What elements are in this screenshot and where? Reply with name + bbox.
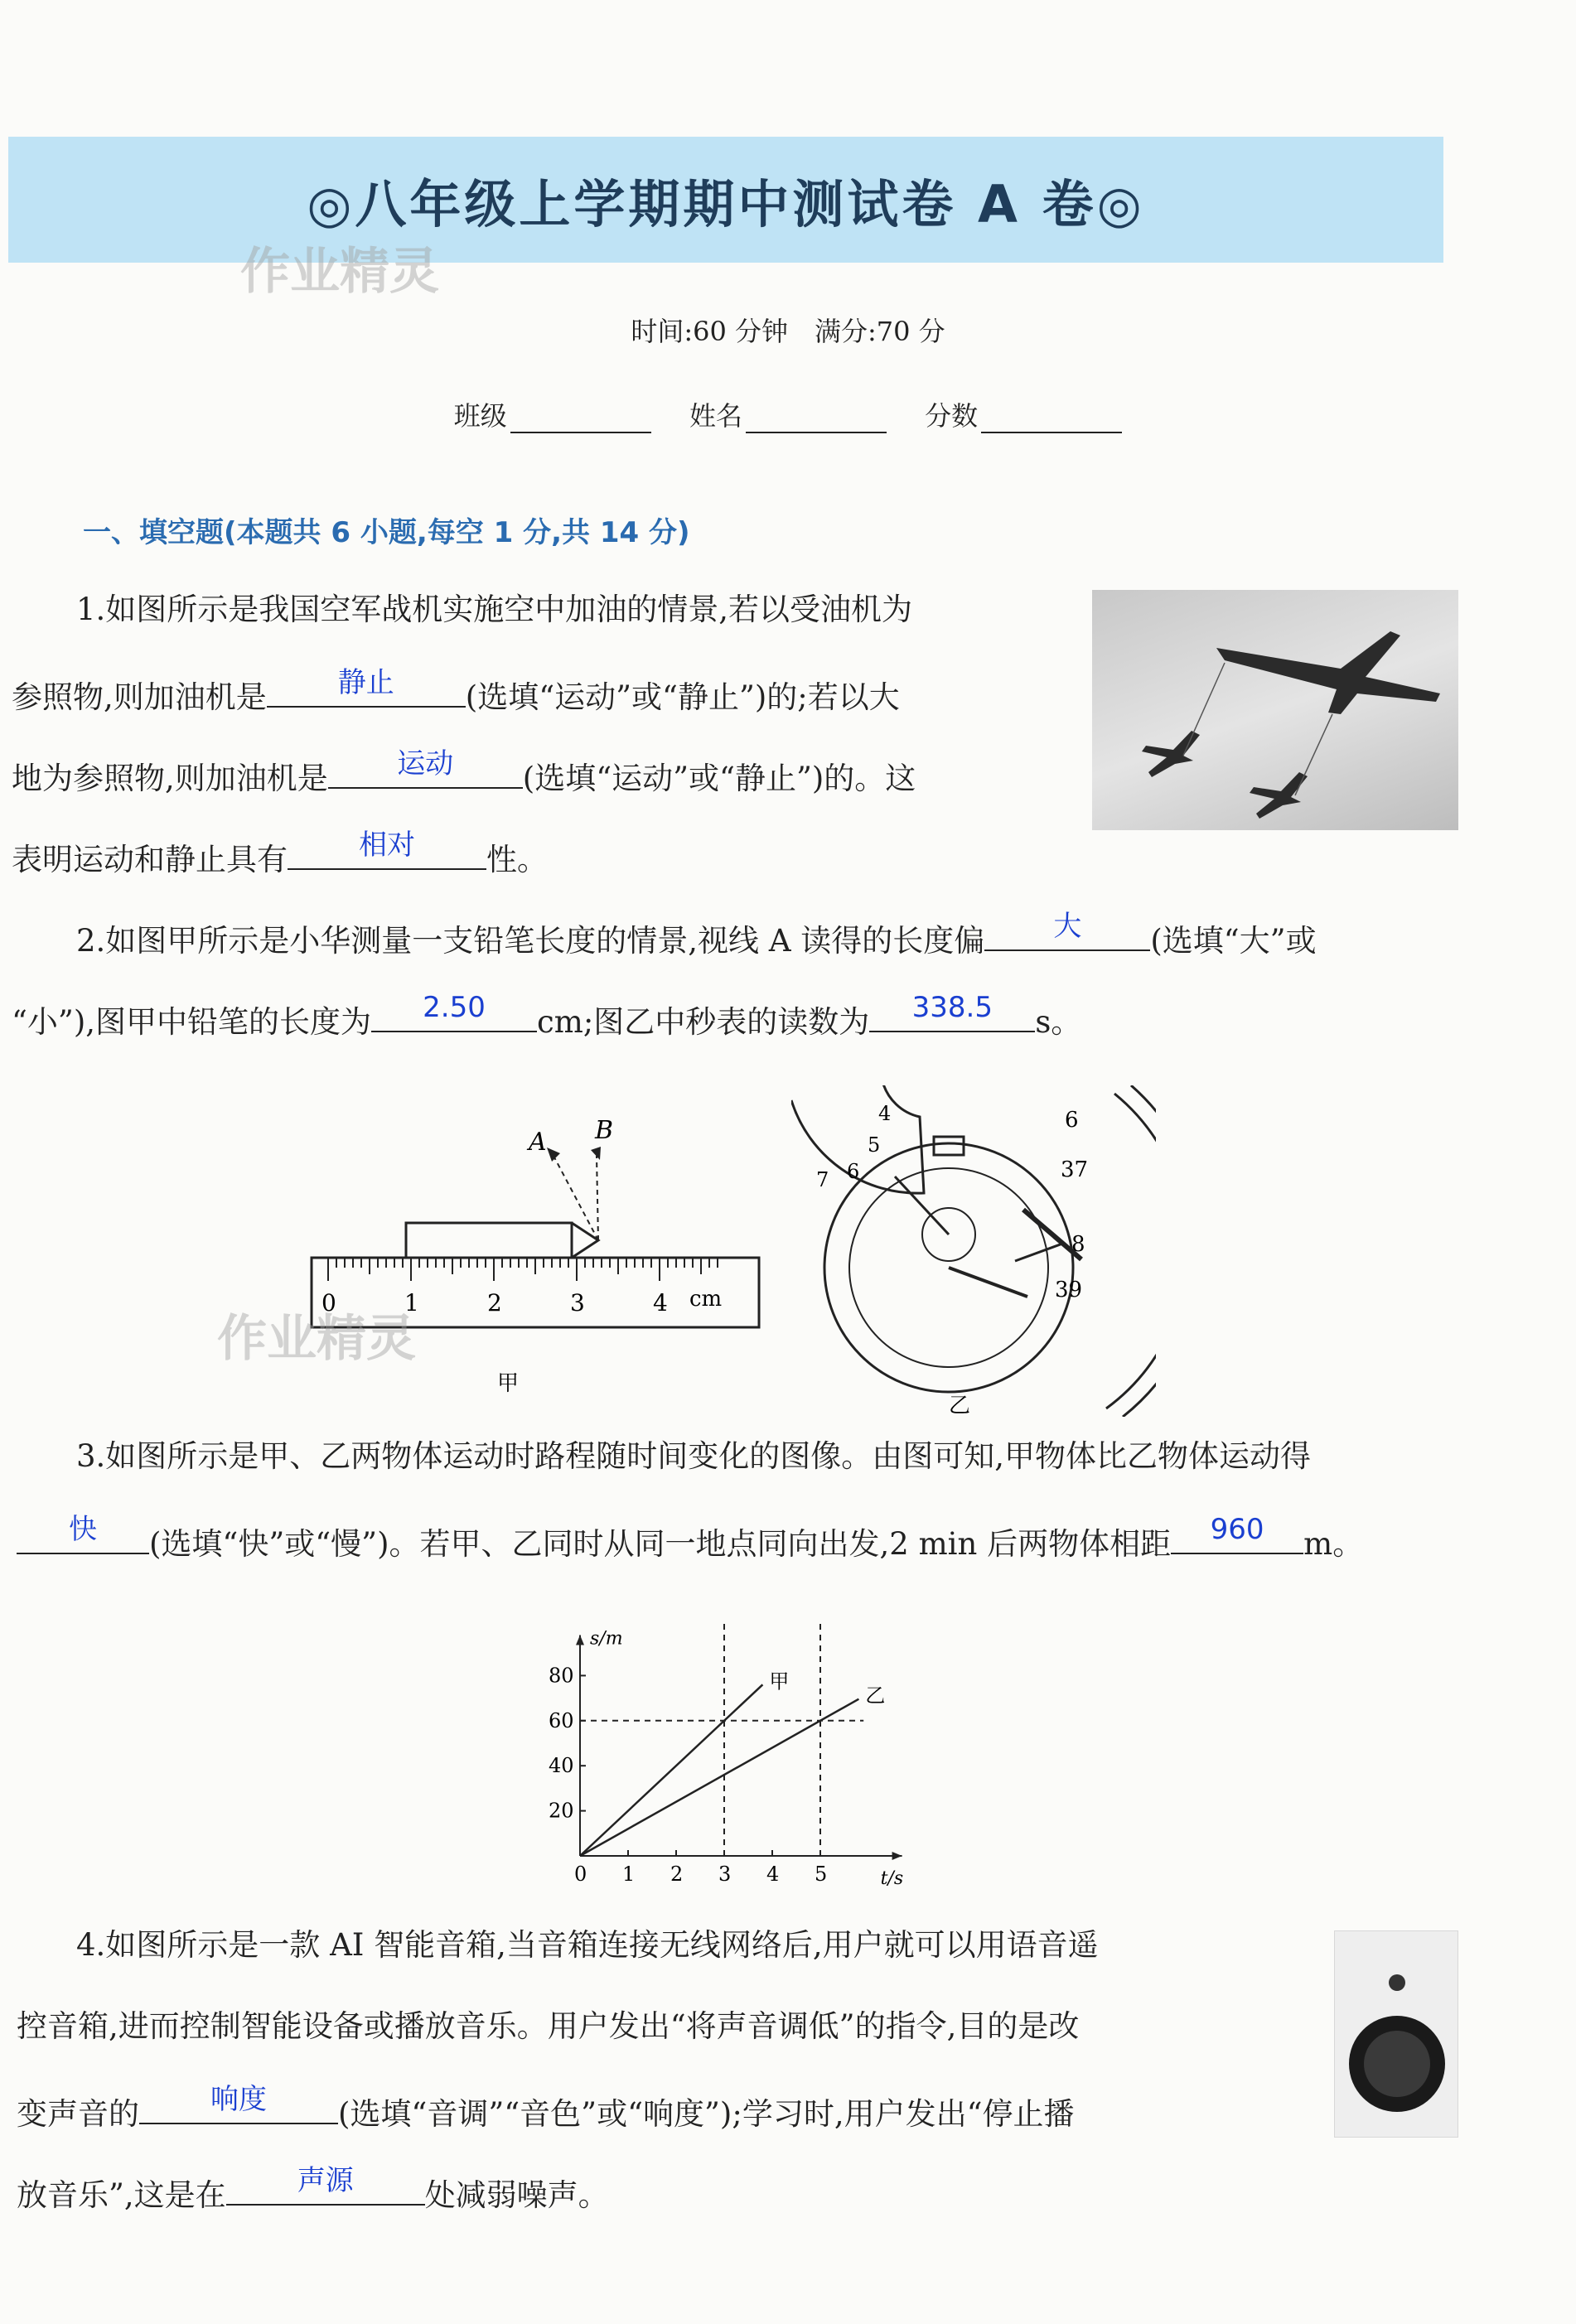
q1-text: (选填“运动”或“静止”)的;若以大: [465, 679, 900, 715]
second-hand: [949, 1268, 1027, 1297]
series-label: 甲: [769, 1669, 790, 1693]
x-tick-label: 5: [815, 1863, 828, 1886]
q4-answer2: 声源: [297, 2164, 354, 2197]
dial-right-label: 6: [1065, 1108, 1079, 1133]
q3-text: m。: [1303, 1526, 1364, 1562]
aircraft-icon: [1092, 590, 1458, 830]
q2-blank2[interactable]: [371, 991, 537, 1032]
q1-text: 性。: [486, 842, 548, 877]
x-axis-arrow: [892, 1852, 902, 1860]
caption-jia: 甲: [497, 1371, 520, 1396]
q4-text: 处减弱噪声。: [424, 2177, 609, 2213]
y-tick-label: 20: [549, 1799, 574, 1823]
x-tick-label: 1: [622, 1863, 636, 1886]
series-line-yi: [580, 1699, 858, 1856]
watermark: 作业精灵: [217, 1310, 416, 1368]
caption-yi: 乙: [949, 1394, 971, 1417]
eye-b-icon: [591, 1147, 601, 1160]
y-tick-label: 40: [549, 1754, 574, 1778]
q1-blank2[interactable]: [328, 747, 523, 789]
q3-line2: [17, 1513, 1364, 1563]
series-label: 乙: [865, 1684, 886, 1708]
label-b: B: [595, 1116, 614, 1145]
q2-answer3: 338.5: [911, 991, 993, 1024]
q4-text: (选填“音调”“音色”或“响度”);学习时,用户发出“停止播: [338, 2096, 1075, 2132]
watermark: 作业精灵: [240, 243, 439, 301]
q1-text: 地为参照物,则加油机是: [12, 761, 328, 796]
q2-text: 2.如图甲所示是小华测量一支铅笔长度的情景,视线 A 读得的长度偏: [76, 923, 985, 959]
x-axis-label: t/s: [880, 1868, 904, 1889]
q2-text: cm;图乙中秒表的读数为: [537, 1004, 870, 1040]
q4-line2: 控音箱,进而控制智能设备或播放音乐。用户发出“将声音调低”的指令,目的是改: [17, 2008, 1080, 2044]
ruler-tick-label: 0: [321, 1289, 336, 1317]
speaker-icon: [1335, 1931, 1458, 2137]
q1-answer2: 运动: [397, 747, 454, 780]
sightline-b: [597, 1156, 598, 1240]
dial-right-label: 37: [1061, 1157, 1089, 1182]
y-tick-label: 80: [549, 1664, 574, 1688]
x-tick-label: 0: [574, 1863, 587, 1886]
dial-right-label: 8: [1071, 1232, 1085, 1257]
q4-line4: [17, 2164, 609, 2214]
dial-left-label: 6: [847, 1160, 860, 1183]
q1-line2: [12, 666, 900, 716]
q2-line2: [12, 991, 1082, 1041]
q4-blank1[interactable]: [139, 2083, 338, 2124]
x-tick-label: 4: [766, 1863, 780, 1886]
q3-answer2: 960: [1210, 1513, 1264, 1546]
pencil-tip: [572, 1223, 598, 1258]
exam-meta: 时间:60 分钟 满分:70 分: [631, 316, 945, 347]
crown-button: [934, 1137, 964, 1155]
q4-line3: [17, 2083, 1075, 2133]
name-label: 姓名: [689, 400, 742, 432]
student-fields: [0, 395, 1576, 433]
y-axis-arrow: [576, 1635, 584, 1645]
q3-line1: 3.如图所示是甲、乙两物体运动时路程随时间变化的图像。由图可知,甲物体比乙物体运动得: [76, 1438, 1312, 1474]
q1-text: 表明运动和静止具有: [12, 842, 288, 877]
score-label: 分数: [925, 400, 979, 432]
q1-text: 参照物,则加油机是: [12, 679, 267, 715]
dial-left-label: 4: [878, 1102, 892, 1125]
score-input[interactable]: [981, 407, 1122, 433]
zoom-large-dial: [1106, 1094, 1156, 1408]
q2-answer2: 2.50: [423, 991, 486, 1024]
q1-answer1: 静止: [337, 666, 394, 699]
sightline-a: [554, 1156, 598, 1240]
pointer-arrow: [1015, 1243, 1065, 1261]
q2-text: s。: [1035, 1004, 1082, 1040]
q1-blank1[interactable]: [267, 666, 466, 708]
q1-answer3: 相对: [359, 829, 415, 862]
q2-blank1[interactable]: [984, 910, 1150, 951]
stopwatch-figure: [791, 1085, 1156, 1417]
label-a: A: [529, 1128, 547, 1157]
q2-blank3[interactable]: [869, 991, 1035, 1032]
x-tick-label: 3: [718, 1863, 732, 1886]
q3-answer1: 快: [69, 1513, 97, 1546]
dial-left-label: 5: [868, 1133, 881, 1157]
q4-answer1: 响度: [210, 2083, 267, 2116]
series-line-jia: [580, 1684, 762, 1856]
x-tick-label: 2: [670, 1863, 684, 1886]
section-title: 一、填空题(本题共 6 小题,每空 1 分,共 14 分): [83, 516, 690, 549]
y-tick-label: 60: [549, 1708, 574, 1732]
q3-blank2[interactable]: [1171, 1513, 1303, 1554]
q1-line3: [12, 747, 916, 797]
q1-line4: [12, 829, 548, 878]
ruler-tick-label: 2: [487, 1289, 502, 1317]
pointer-arrow: [895, 1176, 949, 1234]
dial-left-label: 7: [816, 1168, 829, 1191]
q1-text: (选填“运动”或“静止”)的。这: [522, 761, 916, 796]
name-input[interactable]: [746, 407, 887, 433]
pencil-body: [406, 1223, 572, 1258]
ruler-tick-label: 1: [404, 1289, 419, 1317]
ruler-tick-label: 3: [570, 1289, 585, 1317]
y-axis-label: s/m: [590, 1628, 623, 1650]
distance-time-chart: [530, 1614, 928, 1896]
refueling-photo: [1092, 590, 1458, 830]
page-title: ◎八年级上学期期中测试卷 A 卷◎: [307, 173, 1145, 234]
q3-text: (选填“快”或“慢”)。若甲、乙同时从同一地点同向出发,2 min 后两物体相距: [149, 1526, 1172, 1562]
q4-text: 变声音的: [17, 2096, 139, 2132]
q2-answer1: 大: [1053, 910, 1082, 943]
q2-text: (选填“大”或: [1150, 923, 1317, 959]
ruler-tick-label: 4: [653, 1289, 668, 1317]
class-label: 班级: [453, 400, 507, 432]
q2-text: “小”),图甲中铅笔的长度为: [12, 1004, 372, 1040]
q3-blank1[interactable]: [17, 1513, 149, 1554]
q4-text: 放音乐”,这是在: [17, 2177, 226, 2213]
eye-a-icon: [547, 1148, 560, 1162]
dial-right-label: 39: [1055, 1278, 1083, 1302]
q1-blank3[interactable]: [288, 829, 486, 870]
q1-line1: 1.如图所示是我国空军战机实施空中加油的情景,若以受油机为: [76, 592, 913, 627]
q4-blank2[interactable]: [226, 2164, 425, 2206]
speaker-photo: [1334, 1930, 1458, 2138]
q4-line1: 4.如图所示是一款 AI 智能音箱,当音箱连接无线网络后,用户就可以用语音遥: [76, 1927, 1099, 1963]
ruler-unit: cm: [689, 1287, 723, 1312]
class-input[interactable]: [510, 407, 651, 433]
q2-line1: [76, 910, 1317, 959]
